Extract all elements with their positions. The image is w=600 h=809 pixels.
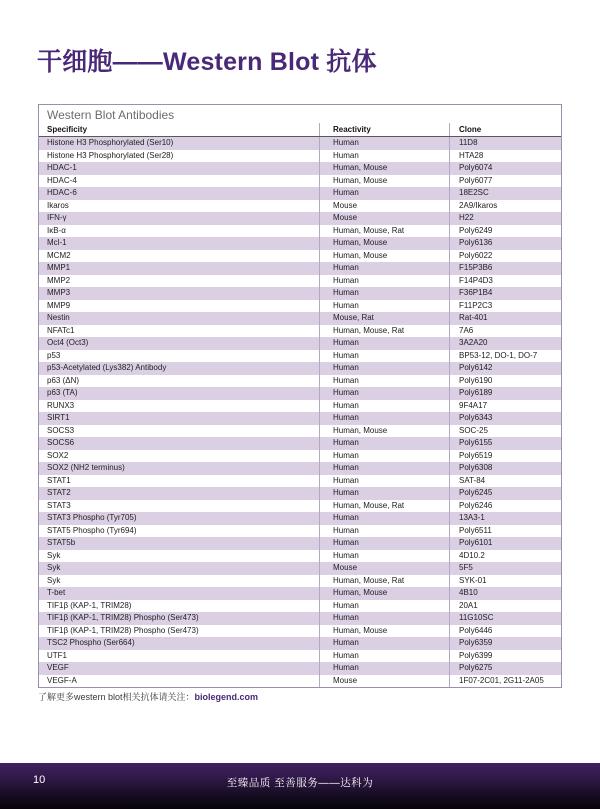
table-row bbox=[39, 287, 561, 300]
page-footer-bar bbox=[0, 763, 600, 809]
cell-reactivity: Human, Mouse bbox=[319, 162, 449, 175]
table-row bbox=[39, 375, 561, 388]
cell-reactivity: Human bbox=[319, 137, 449, 150]
cell-specificity: Nestin bbox=[47, 313, 70, 322]
table-title: Western Blot Antibodies bbox=[47, 108, 175, 122]
column-header-reactivity: Reactivity bbox=[319, 123, 449, 136]
cell-reactivity: Human, Mouse bbox=[319, 625, 449, 638]
cell-clone: Poly6249 bbox=[449, 225, 561, 238]
table-row bbox=[39, 275, 561, 288]
cell-specificity: HDAC-4 bbox=[47, 175, 77, 185]
cell-reactivity: Human bbox=[319, 262, 449, 275]
cell-clone: 3A2A20 bbox=[449, 337, 561, 350]
cell-clone: 4D10.2 bbox=[449, 550, 561, 563]
cell-reactivity: Mouse bbox=[319, 675, 449, 688]
cell-clone: BP53-12, DO-1, DO-7 bbox=[449, 350, 561, 363]
cell-clone: Poly6246 bbox=[449, 500, 561, 513]
cell-specificity: Mcl-1 bbox=[47, 238, 67, 247]
table-row bbox=[39, 462, 561, 475]
table-row bbox=[39, 550, 561, 563]
cell-clone: H22 bbox=[449, 212, 561, 225]
cell-specificity: HDAC-6 bbox=[47, 188, 77, 197]
cell-clone: 2A9/Ikaros bbox=[449, 200, 561, 213]
cell-clone: Poly6399 bbox=[449, 650, 561, 663]
cell-specificity: VEGF bbox=[47, 663, 69, 672]
cell-specificity: p53 bbox=[47, 350, 61, 360]
table-row bbox=[39, 575, 561, 588]
cell-specificity: Syk bbox=[47, 563, 61, 572]
cell-clone: Poly6155 bbox=[449, 437, 561, 450]
cell-clone: Poly6446 bbox=[449, 625, 561, 638]
column-header-specificity: Specificity bbox=[47, 125, 88, 134]
antibody-table bbox=[38, 104, 562, 688]
table-row bbox=[39, 162, 561, 175]
cell-reactivity: Human bbox=[319, 637, 449, 650]
cell-reactivity: Human bbox=[319, 337, 449, 350]
cell-clone: 18E2SC bbox=[449, 187, 561, 200]
cell-clone: F14P4D3 bbox=[449, 275, 561, 288]
column-header-clone: Clone bbox=[449, 123, 561, 136]
table-row bbox=[39, 175, 561, 188]
cell-specificity: STAT5b bbox=[47, 538, 76, 547]
table-row bbox=[39, 562, 561, 575]
cell-clone: 5F5 bbox=[449, 562, 561, 575]
footer-slogan: 至臻品质 至善服务——达科为 bbox=[226, 777, 374, 789]
cell-reactivity: Human bbox=[319, 462, 449, 475]
cell-clone: Poly6136 bbox=[449, 237, 561, 250]
cell-clone: 9F4A17 bbox=[449, 400, 561, 413]
table-row bbox=[39, 412, 561, 425]
cell-specificity: Histone H3 Phosphorylated (Ser10) bbox=[47, 138, 174, 147]
cell-specificity: Ikaros bbox=[47, 200, 69, 210]
cell-specificity: Histone H3 Phosphorylated (Ser28) bbox=[47, 150, 174, 160]
cell-reactivity: Human, Mouse bbox=[319, 237, 449, 250]
cell-specificity: TIF1β (KAP-1, TRIM28) bbox=[47, 600, 132, 610]
cell-clone: Poly6519 bbox=[449, 450, 561, 463]
page-title: 干细胞——Western Blot 抗体 bbox=[37, 48, 377, 76]
cell-reactivity: Human bbox=[319, 437, 449, 450]
cell-reactivity: Human bbox=[319, 600, 449, 613]
note-text: 了解更多western blot相关抗体请关注： bbox=[38, 692, 195, 702]
cell-specificity: SOX2 bbox=[47, 450, 69, 460]
cell-clone: 11D8 bbox=[449, 137, 561, 150]
cell-specificity: Syk bbox=[47, 575, 61, 585]
cell-reactivity: Human bbox=[319, 550, 449, 563]
table-row bbox=[39, 350, 561, 363]
cell-specificity: MMP1 bbox=[47, 263, 71, 272]
cell-reactivity: Mouse bbox=[319, 200, 449, 213]
table-row bbox=[39, 237, 561, 250]
cell-clone: SAT-84 bbox=[449, 475, 561, 488]
table-row bbox=[39, 150, 561, 163]
cell-clone: F15P3B6 bbox=[449, 262, 561, 275]
cell-clone: Poly6308 bbox=[449, 462, 561, 475]
table-row bbox=[39, 500, 561, 513]
cell-specificity: RUNX3 bbox=[47, 400, 75, 410]
cell-specificity: SIRT1 bbox=[47, 413, 70, 422]
cell-specificity: UTF1 bbox=[47, 650, 67, 660]
cell-reactivity: Human bbox=[319, 512, 449, 525]
biolegend-link[interactable]: biolegend.com bbox=[194, 692, 259, 702]
page-number: 10 bbox=[33, 774, 46, 786]
table-row bbox=[39, 662, 561, 675]
cell-reactivity: Human bbox=[319, 612, 449, 625]
cell-specificity: T-bet bbox=[47, 588, 66, 597]
cell-clone: F36P1B4 bbox=[449, 287, 561, 300]
footer-note bbox=[38, 690, 258, 703]
cell-clone: Poly6022 bbox=[449, 250, 561, 263]
cell-clone: Poly6245 bbox=[449, 487, 561, 500]
cell-clone: 13A3-1 bbox=[449, 512, 561, 525]
cell-specificity: MMP3 bbox=[47, 288, 71, 297]
cell-specificity: TSC2 Phospho (Ser664) bbox=[47, 638, 135, 647]
cell-specificity: STAT1 bbox=[47, 475, 71, 485]
cell-reactivity: Human, Mouse, Rat bbox=[319, 575, 449, 588]
table-row bbox=[39, 637, 561, 650]
cell-reactivity: Human, Mouse, Rat bbox=[319, 500, 449, 513]
cell-specificity: SOCS6 bbox=[47, 438, 75, 447]
cell-specificity: p63 (ΔN) bbox=[47, 375, 80, 385]
cell-clone: 20A1 bbox=[449, 600, 561, 613]
cell-clone: HTA28 bbox=[449, 150, 561, 163]
cell-clone: Poly6101 bbox=[449, 537, 561, 550]
cell-specificity: STAT3 Phospho (Tyr705) bbox=[47, 513, 137, 522]
table-row bbox=[39, 300, 561, 313]
cell-reactivity: Human bbox=[319, 187, 449, 200]
cell-reactivity: Human bbox=[319, 150, 449, 163]
table-row bbox=[39, 537, 561, 550]
table-row bbox=[39, 437, 561, 450]
cell-reactivity: Human, Mouse bbox=[319, 175, 449, 188]
cell-specificity: IFN-γ bbox=[47, 213, 67, 222]
cell-reactivity: Human bbox=[319, 387, 449, 400]
cell-reactivity: Human bbox=[319, 475, 449, 488]
cell-reactivity: Human, Mouse, Rat bbox=[319, 225, 449, 238]
cell-reactivity: Human bbox=[319, 300, 449, 313]
cell-specificity: TIF1β (KAP-1, TRIM28) Phospho (Ser473) bbox=[47, 613, 199, 622]
table-row bbox=[39, 362, 561, 375]
table-row bbox=[39, 600, 561, 613]
table-row bbox=[39, 612, 561, 625]
table-row bbox=[39, 137, 561, 150]
cell-reactivity: Mouse bbox=[319, 562, 449, 575]
cell-specificity: STAT2 bbox=[47, 488, 71, 497]
table-row bbox=[39, 325, 561, 338]
cell-specificity: Syk bbox=[47, 550, 61, 560]
cell-specificity: VEGF-A bbox=[47, 675, 77, 685]
cell-clone: 11G10SC bbox=[449, 612, 561, 625]
table-row bbox=[39, 200, 561, 213]
cell-reactivity: Human bbox=[319, 350, 449, 363]
cell-reactivity: Human bbox=[319, 287, 449, 300]
table-row bbox=[39, 262, 561, 275]
table-row bbox=[39, 512, 561, 525]
table-row bbox=[39, 225, 561, 238]
cell-specificity: IκB-α bbox=[47, 225, 66, 235]
cell-clone: 1F07-2C01, 2G11-2A05 bbox=[449, 675, 561, 688]
cell-specificity: MMP9 bbox=[47, 300, 71, 310]
cell-reactivity: Human bbox=[319, 525, 449, 538]
cell-reactivity: Human, Mouse, Rat bbox=[319, 325, 449, 338]
cell-clone: SYK-01 bbox=[449, 575, 561, 588]
cell-reactivity: Human, Mouse bbox=[319, 587, 449, 600]
table-row bbox=[39, 387, 561, 400]
cell-clone: Poly6275 bbox=[449, 662, 561, 675]
cell-reactivity: Human bbox=[319, 537, 449, 550]
table-row bbox=[39, 337, 561, 350]
table-row bbox=[39, 312, 561, 325]
table-row bbox=[39, 487, 561, 500]
cell-specificity: MCM2 bbox=[47, 250, 71, 260]
cell-reactivity: Mouse bbox=[319, 212, 449, 225]
cell-reactivity: Human bbox=[319, 375, 449, 388]
table-row bbox=[39, 212, 561, 225]
cell-clone: Rat-401 bbox=[449, 312, 561, 325]
cell-reactivity: Human bbox=[319, 275, 449, 288]
cell-clone: Poly6074 bbox=[449, 162, 561, 175]
cell-specificity: HDAC-1 bbox=[47, 163, 77, 172]
cell-reactivity: Human bbox=[319, 487, 449, 500]
table-body bbox=[39, 137, 561, 687]
table-row bbox=[39, 450, 561, 463]
cell-reactivity: Human bbox=[319, 362, 449, 375]
cell-reactivity: Mouse, Rat bbox=[319, 312, 449, 325]
cell-specificity: p53-Acetylated (Lys382) Antibody bbox=[47, 363, 167, 372]
cell-clone: Poly6359 bbox=[449, 637, 561, 650]
table-row bbox=[39, 525, 561, 538]
cell-reactivity: Human, Mouse bbox=[319, 250, 449, 263]
table-header-row bbox=[39, 123, 561, 137]
cell-specificity: Oct4 (Oct3) bbox=[47, 338, 89, 347]
cell-specificity: NFATc1 bbox=[47, 325, 75, 335]
cell-clone: 7A6 bbox=[449, 325, 561, 338]
cell-reactivity: Human bbox=[319, 450, 449, 463]
table-row bbox=[39, 650, 561, 663]
cell-clone: Poly6077 bbox=[449, 175, 561, 188]
table-row bbox=[39, 587, 561, 600]
table-row bbox=[39, 250, 561, 263]
table-row bbox=[39, 400, 561, 413]
cell-specificity: SOCS3 bbox=[47, 425, 75, 435]
table-row bbox=[39, 675, 561, 688]
cell-clone: Poly6189 bbox=[449, 387, 561, 400]
cell-reactivity: Human bbox=[319, 412, 449, 425]
cell-specificity: STAT3 bbox=[47, 500, 71, 510]
cell-specificity: STAT5 Phospho (Tyr694) bbox=[47, 525, 137, 535]
cell-specificity: MMP2 bbox=[47, 275, 71, 285]
cell-reactivity: Human, Mouse bbox=[319, 425, 449, 438]
cell-specificity: p63 (TA) bbox=[47, 388, 78, 397]
cell-reactivity: Human bbox=[319, 650, 449, 663]
table-row bbox=[39, 187, 561, 200]
cell-clone: Poly6142 bbox=[449, 362, 561, 375]
cell-clone: Poly6190 bbox=[449, 375, 561, 388]
table-row bbox=[39, 475, 561, 488]
cell-clone: SOC-25 bbox=[449, 425, 561, 438]
cell-reactivity: Human bbox=[319, 662, 449, 675]
cell-clone: F11P2C3 bbox=[449, 300, 561, 313]
table-row bbox=[39, 425, 561, 438]
cell-specificity: SOX2 (NH2 terminus) bbox=[47, 463, 125, 472]
cell-specificity: TIF1β (KAP-1, TRIM28) Phospho (Ser473) bbox=[47, 625, 199, 635]
cell-clone: Poly6511 bbox=[449, 525, 561, 538]
cell-reactivity: Human bbox=[319, 400, 449, 413]
table-row bbox=[39, 625, 561, 638]
cell-clone: Poly6343 bbox=[449, 412, 561, 425]
cell-clone: 4B10 bbox=[449, 587, 561, 600]
